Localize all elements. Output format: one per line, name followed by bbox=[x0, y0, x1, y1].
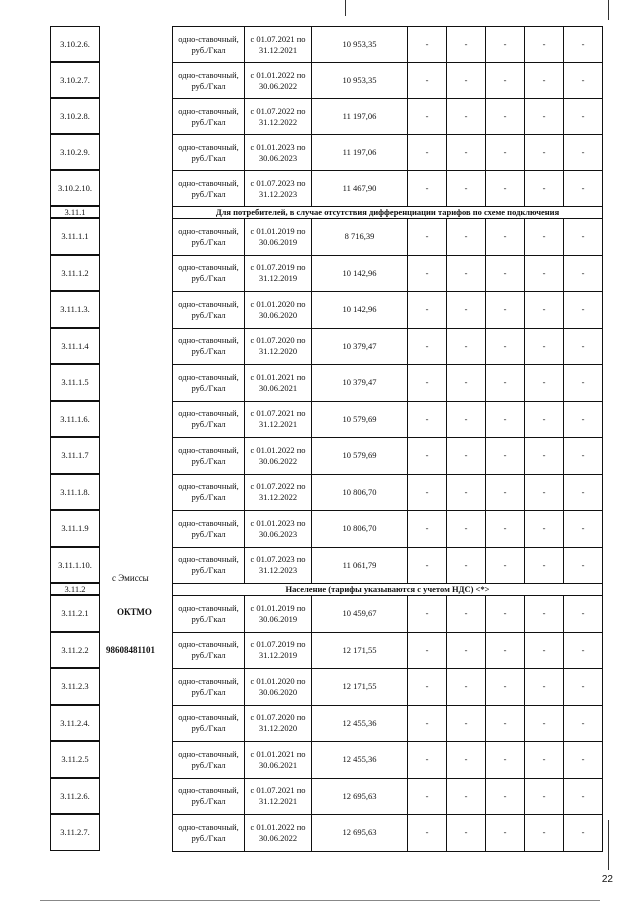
empty-dash-cell: - bbox=[486, 438, 525, 475]
empty-dash-cell: - bbox=[525, 135, 564, 171]
empty-dash-cell: - bbox=[486, 401, 525, 438]
tariff-value-cell: 10 379,47 bbox=[312, 365, 408, 402]
tariff-value-cell: 10 142,96 bbox=[312, 292, 408, 329]
empty-dash-cell: - bbox=[564, 63, 603, 99]
tariff-type-cell: одно-ставочный, руб./Гкал bbox=[173, 742, 245, 779]
empty-dash-cell: - bbox=[486, 815, 525, 852]
row-code-cell: 3.11.1.7 bbox=[50, 437, 100, 474]
empty-dash-cell: - bbox=[408, 474, 447, 511]
empty-dash-cell: - bbox=[525, 778, 564, 815]
table-row bbox=[173, 255, 603, 292]
period-cell: с 01.01.2019 по 30.06.2019 bbox=[245, 596, 312, 633]
empty-dash-cell: - bbox=[447, 815, 486, 852]
tariff-type-cell: одно-ставочный, руб./Гкал bbox=[173, 99, 245, 135]
empty-dash-cell: - bbox=[408, 511, 447, 548]
empty-dash-cell: - bbox=[525, 328, 564, 365]
scan-line bbox=[40, 900, 600, 901]
row-code-cell: 3.11.2.5 bbox=[50, 741, 100, 778]
empty-dash-cell: - bbox=[447, 778, 486, 815]
row-code-cell: 3.11.1.6. bbox=[50, 401, 100, 438]
table-row bbox=[173, 474, 603, 511]
empty-dash-cell: - bbox=[447, 401, 486, 438]
tariff-value-cell: 12 171,55 bbox=[312, 669, 408, 706]
empty-dash-cell: - bbox=[408, 401, 447, 438]
tariff-type-cell: одно-ставочный, руб./Гкал bbox=[173, 255, 245, 292]
empty-dash-cell: - bbox=[447, 474, 486, 511]
tariff-value-cell: 10 953,35 bbox=[312, 63, 408, 99]
tariff-group-a bbox=[173, 27, 603, 207]
empty-dash-cell: - bbox=[564, 135, 603, 171]
empty-dash-cell: - bbox=[408, 705, 447, 742]
empty-dash-cell: - bbox=[447, 135, 486, 171]
empty-dash-cell: - bbox=[408, 99, 447, 135]
empty-dash-cell: - bbox=[408, 328, 447, 365]
empty-dash-cell: - bbox=[564, 328, 603, 365]
tariff-value-cell: 12 171,55 bbox=[312, 632, 408, 669]
empty-dash-cell: - bbox=[447, 292, 486, 329]
empty-dash-cell: - bbox=[486, 135, 525, 171]
row-code-cell: 3.11.1.2 bbox=[50, 255, 100, 292]
row-code-cell: 3.11.2.2 bbox=[50, 632, 100, 669]
tariff-type-cell: одно-ставочный, руб./Гкал bbox=[173, 365, 245, 402]
empty-dash-cell: - bbox=[486, 547, 525, 584]
scan-line bbox=[608, 0, 609, 20]
empty-dash-cell: - bbox=[447, 365, 486, 402]
row-code-cell: 3.11.2.4. bbox=[50, 705, 100, 742]
table-row bbox=[173, 438, 603, 475]
row-code-cell: 3.11.1.3. bbox=[50, 291, 100, 328]
row-code-cell: 3.11.1.5 bbox=[50, 364, 100, 401]
empty-dash-cell: - bbox=[564, 365, 603, 402]
period-cell: с 01.07.2020 по 31.12.2020 bbox=[245, 705, 312, 742]
table-row bbox=[173, 99, 603, 135]
empty-dash-cell: - bbox=[564, 632, 603, 669]
row-code-cell: 3.11.2.3 bbox=[50, 668, 100, 705]
empty-dash-cell: - bbox=[525, 292, 564, 329]
row-code-cell: 3.10.2.8. bbox=[50, 98, 100, 134]
tariff-value-cell: 10 459,67 bbox=[312, 596, 408, 633]
row-code-cell: 3.11.1.9 bbox=[50, 510, 100, 547]
row-code-cell: 3.11.1.10. bbox=[50, 547, 100, 584]
tariff-type-cell: одно-ставочный, руб./Гкал bbox=[173, 705, 245, 742]
empty-dash-cell: - bbox=[564, 438, 603, 475]
empty-dash-cell: - bbox=[447, 632, 486, 669]
empty-dash-cell: - bbox=[447, 511, 486, 548]
tariff-type-cell: одно-ставочный, руб./Гкал bbox=[173, 438, 245, 475]
empty-dash-cell: - bbox=[408, 135, 447, 171]
empty-dash-cell: - bbox=[525, 219, 564, 256]
row-code-cell: 3.11.2.7. bbox=[50, 814, 100, 851]
tariff-type-cell: одно-ставочный, руб./Гкал bbox=[173, 135, 245, 171]
empty-dash-cell: - bbox=[447, 705, 486, 742]
period-cell: с 01.07.2021 по 31.12.2021 bbox=[245, 27, 312, 63]
tariff-value-cell: 12 455,36 bbox=[312, 705, 408, 742]
row-code-cell: 3.11.1.4 bbox=[50, 328, 100, 365]
table-row bbox=[173, 171, 603, 207]
empty-dash-cell: - bbox=[447, 596, 486, 633]
tariff-value-cell: 8 716,39 bbox=[312, 219, 408, 256]
tariff-value-cell: 11 467,90 bbox=[312, 171, 408, 207]
table-row bbox=[173, 511, 603, 548]
section-code-cell: 3.11.1 bbox=[50, 206, 100, 218]
period-cell: с 01.01.2021 по 30.06.2021 bbox=[245, 742, 312, 779]
row-code-cell: 3.11.1.1 bbox=[50, 218, 100, 255]
empty-dash-cell: - bbox=[525, 474, 564, 511]
empty-dash-cell: - bbox=[564, 401, 603, 438]
table-row bbox=[173, 742, 603, 779]
table-row bbox=[173, 401, 603, 438]
empty-dash-cell: - bbox=[447, 255, 486, 292]
empty-dash-cell: - bbox=[564, 99, 603, 135]
empty-dash-cell: - bbox=[486, 328, 525, 365]
table-row bbox=[173, 815, 603, 852]
empty-dash-cell: - bbox=[564, 815, 603, 852]
table-row bbox=[173, 365, 603, 402]
tariff-value-cell: 10 579,69 bbox=[312, 401, 408, 438]
empty-dash-cell: - bbox=[564, 474, 603, 511]
empty-dash-cell: - bbox=[564, 596, 603, 633]
empty-dash-cell: - bbox=[525, 705, 564, 742]
empty-dash-cell: - bbox=[447, 669, 486, 706]
table-row bbox=[173, 632, 603, 669]
period-cell: с 01.01.2022 по 30.06.2022 bbox=[245, 438, 312, 475]
row-code-cell: 3.10.2.10. bbox=[50, 170, 100, 206]
scan-line bbox=[608, 820, 609, 870]
period-cell: с 01.07.2022 по 31.12.2022 bbox=[245, 99, 312, 135]
empty-dash-cell: - bbox=[525, 365, 564, 402]
empty-dash-cell: - bbox=[408, 547, 447, 584]
empty-dash-cell: - bbox=[486, 365, 525, 402]
empty-dash-cell: - bbox=[486, 27, 525, 63]
tariff-value-cell: 11 061,79 bbox=[312, 547, 408, 584]
tariff-type-cell: одно-ставочный, руб./Гкал bbox=[173, 815, 245, 852]
tariff-type-cell: одно-ставочный, руб./Гкал bbox=[173, 292, 245, 329]
empty-dash-cell: - bbox=[486, 511, 525, 548]
tariff-type-cell: одно-ставочный, руб./Гкал bbox=[173, 511, 245, 548]
tariff-value-cell: 10 379,47 bbox=[312, 328, 408, 365]
empty-dash-cell: - bbox=[564, 255, 603, 292]
empty-dash-cell: - bbox=[408, 632, 447, 669]
empty-dash-cell: - bbox=[525, 511, 564, 548]
empty-dash-cell: - bbox=[447, 438, 486, 475]
tariff-value-cell: 10 953,35 bbox=[312, 27, 408, 63]
tariff-type-cell: одно-ставочный, руб./Гкал bbox=[173, 63, 245, 99]
tariff-value-cell: 12 695,63 bbox=[312, 778, 408, 815]
tariff-type-cell: одно-ставочный, руб./Гкал bbox=[173, 778, 245, 815]
empty-dash-cell: - bbox=[486, 255, 525, 292]
empty-dash-cell: - bbox=[564, 219, 603, 256]
tariff-group-b bbox=[173, 219, 603, 584]
period-cell: с 01.07.2019 по 31.12.2019 bbox=[245, 255, 312, 292]
empty-dash-cell: - bbox=[525, 171, 564, 207]
section-header-text: Население (тарифы указываются с учетом НДС) <*> bbox=[173, 584, 603, 596]
row-code-cell: 3.10.2.7. bbox=[50, 62, 100, 98]
empty-dash-cell: - bbox=[486, 705, 525, 742]
tariff-type-cell: одно-ставочный, руб./Гкал bbox=[173, 596, 245, 633]
page-number: 22 bbox=[601, 874, 613, 885]
empty-dash-cell: - bbox=[408, 742, 447, 779]
empty-dash-cell: - bbox=[408, 292, 447, 329]
period-cell: с 01.01.2021 по 30.06.2021 bbox=[245, 365, 312, 402]
tariff-type-cell: одно-ставочный, руб./Гкал bbox=[173, 474, 245, 511]
empty-dash-cell: - bbox=[408, 778, 447, 815]
empty-dash-cell: - bbox=[486, 219, 525, 256]
empty-dash-cell: - bbox=[525, 255, 564, 292]
period-cell: с 01.07.2021 по 31.12.2021 bbox=[245, 778, 312, 815]
empty-dash-cell: - bbox=[447, 171, 486, 207]
table-row bbox=[173, 328, 603, 365]
table-row bbox=[173, 596, 603, 633]
empty-dash-cell: - bbox=[408, 365, 447, 402]
empty-dash-cell: - bbox=[564, 547, 603, 584]
empty-dash-cell: - bbox=[564, 705, 603, 742]
period-cell: с 01.01.2020 по 30.06.2020 bbox=[245, 292, 312, 329]
empty-dash-cell: - bbox=[564, 511, 603, 548]
tariff-value-cell: 10 806,70 bbox=[312, 474, 408, 511]
empty-dash-cell: - bbox=[408, 171, 447, 207]
empty-dash-cell: - bbox=[564, 742, 603, 779]
empty-dash-cell: - bbox=[447, 219, 486, 256]
empty-dash-cell: - bbox=[525, 63, 564, 99]
table-row bbox=[173, 135, 603, 171]
empty-dash-cell: - bbox=[408, 63, 447, 99]
period-cell: с 01.01.2023 по 30.06.2023 bbox=[245, 135, 312, 171]
empty-dash-cell: - bbox=[525, 401, 564, 438]
row-code-cell: 3.10.2.9. bbox=[50, 134, 100, 170]
table-row bbox=[173, 292, 603, 329]
empty-dash-cell: - bbox=[486, 474, 525, 511]
empty-dash-cell: - bbox=[525, 742, 564, 779]
empty-dash-cell: - bbox=[486, 669, 525, 706]
empty-dash-cell: - bbox=[525, 596, 564, 633]
empty-dash-cell: - bbox=[525, 99, 564, 135]
empty-dash-cell: - bbox=[564, 171, 603, 207]
table-row bbox=[173, 63, 603, 99]
tariff-value-cell: 10 142,96 bbox=[312, 255, 408, 292]
tariff-type-cell: одно-ставочный, руб./Гкал bbox=[173, 219, 245, 256]
table-row bbox=[173, 27, 603, 63]
empty-dash-cell: - bbox=[486, 742, 525, 779]
table-row bbox=[173, 547, 603, 584]
empty-dash-cell: - bbox=[408, 438, 447, 475]
section-code-cell: 3.11.2 bbox=[50, 583, 100, 595]
tariff-group-c bbox=[173, 596, 603, 852]
period-cell: с 01.07.2020 по 31.12.2020 bbox=[245, 328, 312, 365]
empty-dash-cell: - bbox=[564, 669, 603, 706]
tariff-value-cell: 11 197,06 bbox=[312, 135, 408, 171]
period-cell: с 01.01.2020 по 30.06.2020 bbox=[245, 669, 312, 706]
empty-dash-cell: - bbox=[408, 596, 447, 633]
period-cell: с 01.07.2023 по 31.12.2023 bbox=[245, 171, 312, 207]
period-cell: с 01.07.2021 по 31.12.2021 bbox=[245, 401, 312, 438]
empty-dash-cell: - bbox=[564, 778, 603, 815]
table-row bbox=[173, 669, 603, 706]
empty-dash-cell: - bbox=[447, 63, 486, 99]
empty-dash-cell: - bbox=[564, 27, 603, 63]
table-row bbox=[173, 705, 603, 742]
tariff-type-cell: одно-ставочный, руб./Гкал bbox=[173, 669, 245, 706]
empty-dash-cell: - bbox=[408, 27, 447, 63]
section-header-consumers bbox=[173, 207, 603, 219]
empty-dash-cell: - bbox=[486, 292, 525, 329]
tariff-type-cell: одно-ставочный, руб./Гкал bbox=[173, 547, 245, 584]
table-row bbox=[173, 219, 603, 256]
period-cell: с 01.01.2022 по 30.06.2022 bbox=[245, 63, 312, 99]
tariff-value-cell: 10 806,70 bbox=[312, 511, 408, 548]
empty-dash-cell: - bbox=[447, 27, 486, 63]
tariff-value-cell: 12 455,36 bbox=[312, 742, 408, 779]
scan-line bbox=[345, 0, 346, 16]
section-header-text: Для потребителей, в случае отсутствия дифференциации тарифов по схеме подключения bbox=[173, 207, 603, 219]
period-cell: с 01.07.2019 по 31.12.2019 bbox=[245, 632, 312, 669]
period-cell: с 01.01.2022 по 30.06.2022 bbox=[245, 815, 312, 852]
tariff-type-cell: одно-ставочный, руб./Гкал bbox=[173, 27, 245, 63]
empty-dash-cell: - bbox=[525, 438, 564, 475]
tariff-value-cell: 12 695,63 bbox=[312, 815, 408, 852]
row-code-cell: 3.11.2.6. bbox=[50, 778, 100, 815]
empty-dash-cell: - bbox=[447, 547, 486, 584]
emissy-text: с Эмиссы bbox=[112, 573, 149, 583]
empty-dash-cell: - bbox=[486, 596, 525, 633]
tariff-type-cell: одно-ставочный, руб./Гкал bbox=[173, 328, 245, 365]
empty-dash-cell: - bbox=[486, 171, 525, 207]
oktmo-label: ОКТМО bbox=[117, 607, 152, 617]
tariff-type-cell: одно-ставочный, руб./Гкал bbox=[173, 632, 245, 669]
empty-dash-cell: - bbox=[525, 815, 564, 852]
row-code-cell: 3.10.2.6. bbox=[50, 26, 100, 62]
section-header-population bbox=[173, 584, 603, 596]
empty-dash-cell: - bbox=[447, 742, 486, 779]
period-cell: с 01.07.2022 по 31.12.2022 bbox=[245, 474, 312, 511]
row-code-cell: 3.11.2.1 bbox=[50, 595, 100, 632]
empty-dash-cell: - bbox=[408, 255, 447, 292]
empty-dash-cell: - bbox=[486, 63, 525, 99]
empty-dash-cell: - bbox=[525, 27, 564, 63]
tariff-table bbox=[172, 26, 603, 852]
empty-dash-cell: - bbox=[486, 99, 525, 135]
empty-dash-cell: - bbox=[564, 292, 603, 329]
empty-dash-cell: - bbox=[525, 632, 564, 669]
empty-dash-cell: - bbox=[408, 815, 447, 852]
table-row bbox=[173, 778, 603, 815]
empty-dash-cell: - bbox=[408, 669, 447, 706]
empty-dash-cell: - bbox=[408, 219, 447, 256]
empty-dash-cell: - bbox=[447, 328, 486, 365]
empty-dash-cell: - bbox=[486, 778, 525, 815]
period-cell: с 01.01.2023 по 30.06.2023 bbox=[245, 511, 312, 548]
period-cell: с 01.07.2023 по 31.12.2023 bbox=[245, 547, 312, 584]
tariff-value-cell: 10 579,69 bbox=[312, 438, 408, 475]
row-code-cell: 3.11.1.8. bbox=[50, 474, 100, 511]
empty-dash-cell: - bbox=[447, 99, 486, 135]
tariff-value-cell: 11 197,06 bbox=[312, 99, 408, 135]
period-cell: с 01.01.2019 по 30.06.2019 bbox=[245, 219, 312, 256]
oktmo-value: 98608481101 bbox=[106, 645, 156, 655]
empty-dash-cell: - bbox=[486, 632, 525, 669]
tariff-type-cell: одно-ставочный, руб./Гкал bbox=[173, 401, 245, 438]
tariff-type-cell: одно-ставочный, руб./Гкал bbox=[173, 171, 245, 207]
empty-dash-cell: - bbox=[525, 547, 564, 584]
empty-dash-cell: - bbox=[525, 669, 564, 706]
